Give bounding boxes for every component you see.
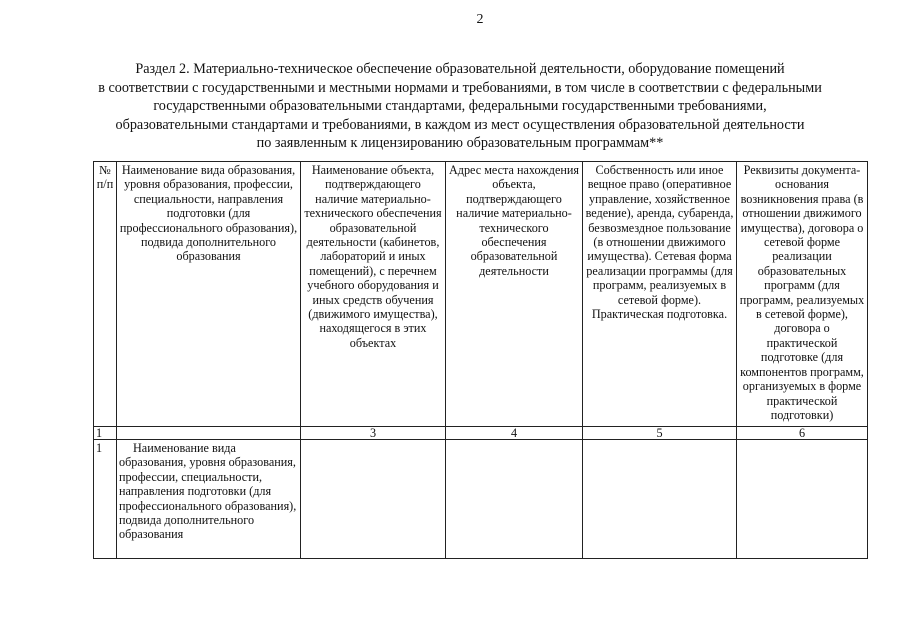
header-ownership-right: Собственность или иное вещное право (оперативное управление, хозяйственное ведение), аренда, субаренда, безвозмездное пользование (в отношении движимого имущества). Сетевая форма реализации программы (для программ, реализуемых в сетевой форме). Практическая подготовка. bbox=[583, 162, 737, 427]
header-object-address: Адрес места нахождения объекта, подтверждающего наличие материально-технического обеспечения образовательной деятельности bbox=[446, 162, 583, 427]
header-number: № п/п bbox=[94, 162, 117, 427]
heading-line: образовательными стандартами и требованиями, в каждом из мест осуществления образовательной деятельности bbox=[115, 116, 805, 133]
row-object-name bbox=[301, 440, 446, 559]
row-education-type: Наименование вида образования, уровня образования, профессии, специальности, направления подготовки (для профессионального образования), подвида дополнительного образования bbox=[117, 440, 301, 559]
header-object-name: Наименование объекта, подтверждающего наличие материально-технического обеспечения образовательной деятельности (кабинетов, лабораторий и иных помещений), с перечнем учебного оборудования и иных средств обучения (движимого имущества), находящегося в этих объектах bbox=[301, 162, 446, 427]
column-number: 4 bbox=[446, 427, 583, 440]
header-basis-document: Реквизиты документа-основания возникновения права (в отношении движимого имущества), договора о сетевой форме реализации образовательных программ (для программ, реализуемых в сетевой форме), договора о практической подготовке (для компонентов программ, организуемых в форме практической подготовки) bbox=[737, 162, 868, 427]
column-number: 3 bbox=[301, 427, 446, 440]
column-number: 1 bbox=[94, 427, 117, 440]
table-row bbox=[94, 440, 868, 559]
column-number bbox=[117, 427, 301, 440]
material-support-table bbox=[93, 161, 868, 559]
row-basis-document bbox=[737, 440, 868, 559]
column-number: 6 bbox=[737, 427, 868, 440]
page-number: 2 bbox=[476, 12, 484, 27]
row-number: 1 bbox=[94, 440, 117, 559]
heading-line: в соответствии с государственными и местными нормами и требованиями, в том числе в соответствии с федеральными bbox=[98, 79, 822, 96]
row-object-address bbox=[446, 440, 583, 559]
header-education-type: Наименование вида образования, уровня образования, профессии, специальности, направления подготовки (для профессионального образования), подвида дополнительного образования bbox=[117, 162, 301, 427]
heading-line: Раздел 2. Материально-техническое обеспечение образовательной деятельности, оборудование помещений bbox=[135, 61, 785, 77]
column-number-row bbox=[94, 427, 868, 440]
heading-line: по заявленным к лицензированию образовательным программам** bbox=[256, 135, 664, 151]
row-ownership-right bbox=[583, 440, 737, 559]
table-header-row bbox=[94, 162, 868, 427]
heading-line: государственными образовательными стандартами, федеральными государственными требованиями, bbox=[153, 98, 767, 114]
section-heading bbox=[60, 60, 860, 153]
column-number: 5 bbox=[583, 427, 737, 440]
